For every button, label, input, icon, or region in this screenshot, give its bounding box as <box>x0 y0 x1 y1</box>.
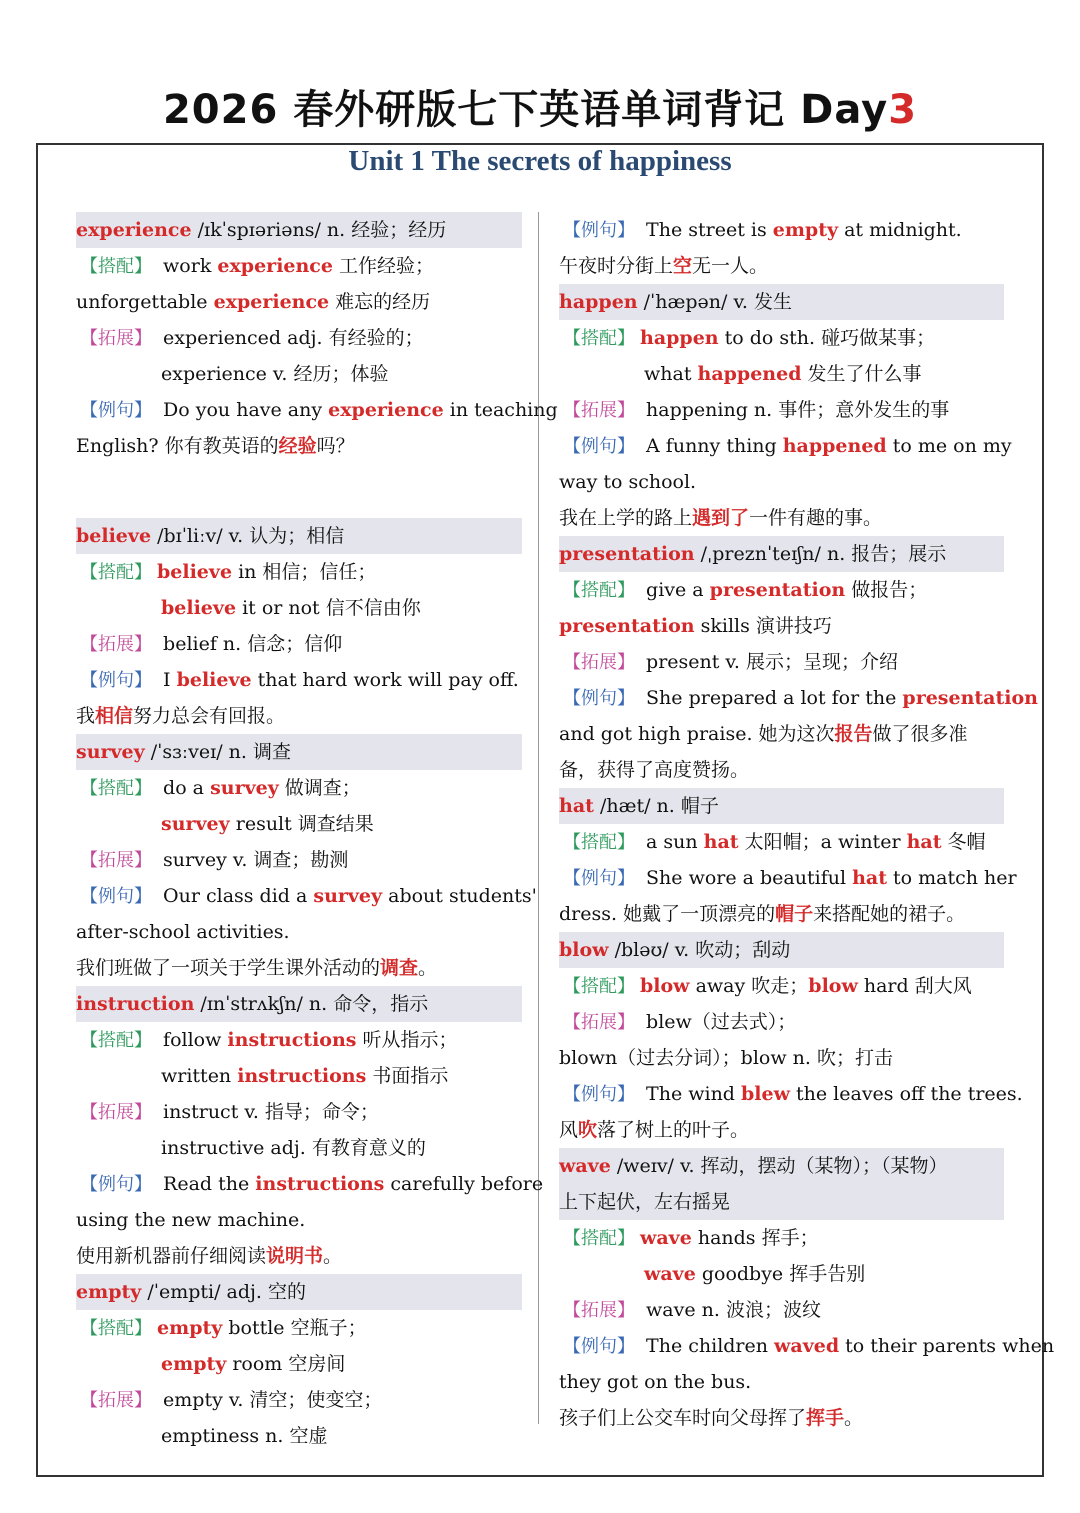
entry-header-happen: happen /ˈhæpən/ v. 发生 <box>559 284 1004 320</box>
extension-line: blown（过去分词）；blow n. 吹；打击 <box>559 1047 893 1069</box>
example-line: dress. 她戴了一顶漂亮的帽子来搭配她的裙子。 <box>559 903 966 925</box>
example-line: 【例句】 Our class did a survey about students' <box>80 885 537 907</box>
page-title: 2026 春外研版七下英语单词背记 Day3 <box>162 87 918 133</box>
extension-line: 【拓展】 wave n. 波浪；波纹 <box>563 1299 821 1321</box>
extension-line: 【拓展】 belief n. 信念；信仰 <box>80 633 343 655</box>
extension-line: 【拓展】 instruct v. 指导；命令； <box>80 1101 379 1123</box>
example-line: 风吹落了树上的叶子。 <box>559 1119 750 1141</box>
collocation-line: 【搭配】 follow instructions 听从指示； <box>80 1029 458 1051</box>
collocation-line: survey result 调查结果 <box>161 813 374 835</box>
collocation-line: 【搭配】 empty bottle 空瓶子； <box>80 1317 367 1339</box>
collocation-line: 【搭配】 work experience 工作经验； <box>80 255 435 277</box>
example-line: 【例句】 The children waved to their parents when <box>563 1335 1055 1357</box>
example-line: 【例句】 She prepared a lot for the presentation <box>563 687 1038 709</box>
example-line: after-school activities. <box>76 921 290 943</box>
example-line: 我相信努力总会有回报。 <box>76 705 286 727</box>
collocation-line: wave goodbye 挥手告别 <box>644 1263 866 1285</box>
extension-line: emptiness n. 空虚 <box>161 1425 328 1447</box>
example-line: 午夜时分街上空无一人。 <box>559 255 769 277</box>
extension-line: 【拓展】 present v. 展示；呈现；介绍 <box>563 651 898 673</box>
collocation-line: written instructions 书面指示 <box>161 1065 449 1087</box>
collocation-line: empty room 空房间 <box>161 1353 346 1375</box>
example-line: way to school. <box>559 471 697 493</box>
collocation-line: 【搭配】 wave hands 挥手； <box>563 1227 819 1249</box>
collocation-line: 【搭配】 a sun hat 太阳帽；a winter hat 冬帽 <box>563 831 986 853</box>
example-line: 【例句】 A funny thing happened to me on my <box>563 435 1012 457</box>
example-line: they got on the bus. <box>559 1371 752 1393</box>
example-line: 【例句】 I believe that hard work will pay off. <box>80 669 519 691</box>
example-line: 我们班做了一项关于学生课外活动的调查。 <box>76 957 438 979</box>
entry-header-wave-cont: 上下起伏，左右摇晃 <box>559 1184 1004 1220</box>
collocation-line: 【搭配】 give a presentation 做报告； <box>563 579 928 601</box>
example-line: 备，获得了高度赞扬。 <box>559 759 750 781</box>
right-column <box>559 212 1055 1436</box>
entry-header-believe: believe /bɪˈliːv/ v. 认为；相信 <box>76 518 522 554</box>
collocation-line: 【搭配】 happen to do sth. 碰巧做某事； <box>563 327 936 349</box>
entry-header-hat: hat /hæt/ n. 帽子 <box>559 788 1004 824</box>
collocation-line: 【搭配】 believe in 相信；信任； <box>80 561 377 583</box>
example-line: 使用新机器前仔细阅读说明书。 <box>76 1245 343 1267</box>
day-number: 3 <box>888 87 918 133</box>
example-line: English? 你有教英语的经验吗？ <box>76 435 355 457</box>
example-line: 【例句】 Read the instructions carefully before <box>80 1173 544 1195</box>
example-line: 我在上学的路上遇到了一件有趣的事。 <box>559 507 883 529</box>
entry-header-experience: experience /ɪkˈspɪəriəns/ n. 经验；经历 <box>76 212 522 248</box>
collocation-line: 【搭配】 blow away 吹走；blow hard 刮大风 <box>563 975 972 997</box>
collocation-line: what happened 发生了什么事 <box>644 363 922 385</box>
extension-line: 【拓展】 blew（过去式）； <box>563 1011 797 1033</box>
extension-line: 【拓展】 experienced adj. 有经验的； <box>80 327 424 349</box>
collocation-line: presentation skills 演讲技巧 <box>559 615 832 637</box>
entry-header-survey: survey /ˈsɜːveɪ/ n. 调查 <box>76 734 522 770</box>
example-line: 【例句】 She wore a beautiful hat to match her <box>563 867 1017 889</box>
column-divider <box>538 212 539 1424</box>
unit-title: Unit 1 The secrets of happiness <box>348 145 732 177</box>
example-line: using the new machine. <box>76 1209 306 1231</box>
entry-header-blow: blow /bləʊ/ v. 吹动；刮动 <box>559 932 1004 968</box>
example-line: and got high praise. 她为这次报告做了很多准 <box>559 723 968 745</box>
entry-header-empty: empty /ˈempti/ adj. 空的 <box>76 1274 522 1310</box>
extension-line: 【拓展】 survey v. 调查；勘测 <box>80 849 349 871</box>
extension-line: 【拓展】 happening n. 事件；意外发生的事 <box>563 399 950 421</box>
extension-line: 【拓展】 empty v. 清空；使变空； <box>80 1389 383 1411</box>
collocation-line: unforgettable experience 难忘的经历 <box>76 291 431 313</box>
example-line: 【例句】 The wind blew the leaves off the trees. <box>563 1083 1023 1105</box>
entry-header-presentation: presentation /ˌpreznˈteɪʃn/ n. 报告；展示 <box>559 536 1004 572</box>
extension-line: instructive adj. 有教育意义的 <box>161 1137 426 1159</box>
collocation-line: believe it or not 信不信由你 <box>161 597 421 619</box>
collocation-line: 【搭配】 do a survey 做调查； <box>80 777 361 799</box>
entry-header-instruction: instruction /ɪnˈstrʌkʃn/ n. 命令，指示 <box>76 986 522 1022</box>
left-column <box>76 212 558 1454</box>
example-line: 【例句】 Do you have any experience in teaching <box>80 399 558 421</box>
entry-header-wave: wave /weɪv/ v. 挥动，摆动（某物）；（某物） <box>559 1148 1004 1184</box>
example-line: 【例句】 The street is empty at midnight. <box>563 219 962 241</box>
extension-line: experience v. 经历；体验 <box>161 363 389 385</box>
example-line: 孩子们上公交车时向父母挥了挥手。 <box>559 1407 864 1429</box>
